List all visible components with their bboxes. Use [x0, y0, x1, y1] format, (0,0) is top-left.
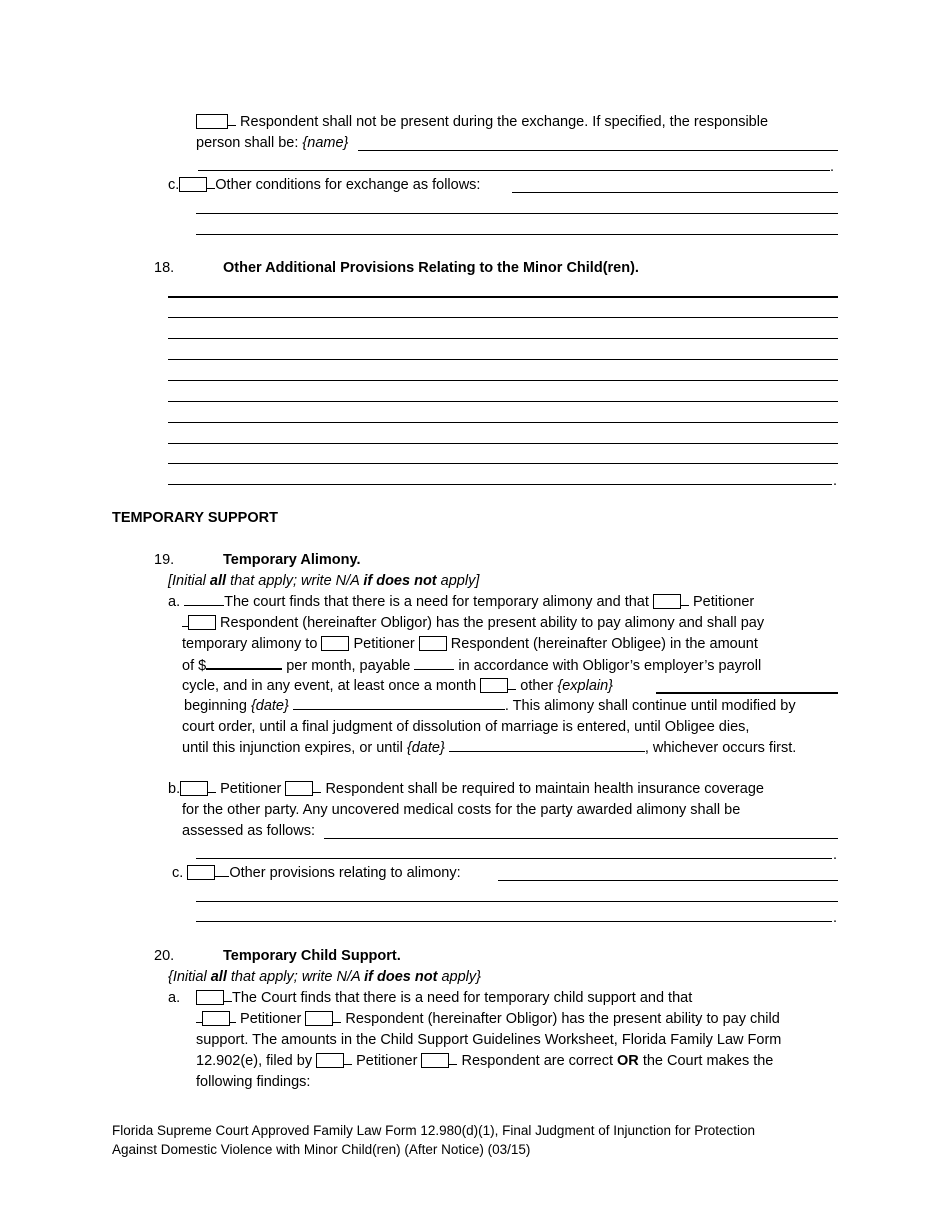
period: .	[833, 473, 838, 489]
provisions-line-8[interactable]	[168, 443, 838, 444]
provisions-line-10[interactable]	[168, 484, 832, 485]
footer-line-2: Against Domestic Violence with Minor Child(ren) (After Notice) (03/15)	[112, 1142, 531, 1157]
alimony-a-line-5: cycle, and in any event, at least once a month other {explain}	[182, 678, 614, 694]
initial-box-filed-respondent[interactable]	[421, 1053, 449, 1068]
period: .	[833, 910, 838, 926]
support-a-line-3: support. The amounts in the Child Support Guidelines Worksheet, Florida Family Law Form	[196, 1032, 782, 1048]
other-alimony-blank-2[interactable]	[196, 901, 838, 902]
section-18-title: Other Additional Provisions Relating to the Minor Child(ren).	[223, 260, 639, 276]
initial-box-respondent-obligor[interactable]	[188, 615, 216, 630]
provisions-line-7[interactable]	[168, 422, 838, 423]
other-conditions-blank[interactable]	[512, 192, 838, 193]
medical-costs-blank[interactable]	[324, 838, 838, 839]
provisions-line-4[interactable]	[168, 359, 838, 360]
alimony-a-line-1: a. The court finds that there is a need for temporary alimony and that Petitioner	[168, 594, 755, 610]
alimony-a-line-4: of $ per month, payable in accordance with Obligor’s employer’s payroll	[182, 658, 762, 674]
beginning-date-blank[interactable]	[293, 697, 505, 710]
support-a-line-4: 12.902(e), filed by Petitioner Respondent are correct OR the Court makes the	[196, 1053, 774, 1069]
other-conditions-line: c. Other conditions for exchange as follows:	[168, 177, 481, 193]
provisions-line-5[interactable]	[168, 380, 838, 381]
respondent-not-present-line: Respondent shall not be present during the exchange. If specified, the responsible	[196, 113, 768, 131]
provisions-line-3[interactable]	[168, 338, 838, 339]
temporary-support-heading: TEMPORARY SUPPORT	[112, 510, 278, 526]
initial-box-filed-petitioner[interactable]	[316, 1053, 344, 1068]
initial-blank-alimony-need[interactable]	[184, 593, 224, 606]
section-18-number: 18.	[154, 260, 175, 276]
initial-box-support-respondent[interactable]	[305, 1011, 333, 1026]
support-a-label: a.	[168, 990, 181, 1006]
initial-box-other-alimony[interactable]	[187, 865, 215, 880]
provisions-line-2[interactable]	[168, 317, 838, 318]
other-alimony-blank[interactable]	[498, 880, 838, 881]
period: .	[833, 847, 838, 863]
support-a-line-1: The Court finds that there is a need for temporary child support and that	[196, 989, 692, 1007]
medical-costs-blank-2[interactable]	[196, 858, 832, 859]
explain-blank[interactable]	[656, 692, 838, 694]
section-20-number: 20.	[154, 948, 175, 964]
payable-blank[interactable]	[414, 657, 454, 670]
support-a-line-2: Petitioner Respondent (hereinafter Obligor) has the present ability to pay child	[196, 1010, 780, 1028]
name-blank[interactable]	[358, 150, 838, 151]
alimony-b-line-1: b. Petitioner Respondent shall be required to maintain health insurance coverage	[168, 781, 764, 797]
initial-box-respondent-obligee[interactable]	[419, 636, 447, 651]
other-conditions-blank-3[interactable]	[196, 234, 838, 235]
section-20-instructions: {Initial all that apply; write N/A if does not apply}	[168, 969, 481, 985]
provisions-line-6[interactable]	[168, 401, 838, 402]
alimony-b-line-2: for the other party. Any uncovered medical costs for the party awarded alimony shall be	[182, 802, 741, 818]
alimony-a-line-3: temporary alimony to Petitioner Respondent (hereinafter Obligee) in the amount	[182, 636, 758, 652]
expiry-date-blank[interactable]	[449, 739, 645, 752]
initial-box-other-conditions[interactable]	[179, 177, 207, 192]
section-19-number: 19.	[154, 552, 175, 568]
initial-box-other-schedule[interactable]	[480, 678, 508, 693]
initial-box-b-respondent[interactable]	[285, 781, 313, 796]
alimony-a-line-7: court order, until a final judgment of dissolution of marriage is entered, until Obligee dies,	[182, 719, 750, 735]
initial-box-support-petitioner[interactable]	[202, 1011, 230, 1026]
initial-box-petitioner-obligor[interactable]	[653, 594, 681, 609]
alimony-a-line-6: beginning {date} . This alimony shall continue until modified by	[184, 698, 796, 714]
section-20-title: Temporary Child Support.	[223, 948, 401, 964]
section-19-instructions: [Initial all that apply; write N/A if does not apply]	[168, 573, 480, 589]
section-19-title: Temporary Alimony.	[223, 552, 361, 568]
provisions-line-9[interactable]	[168, 463, 838, 464]
other-conditions-blank-2[interactable]	[196, 213, 838, 214]
footer-line-1: Florida Supreme Court Approved Family Law Form 12.980(d)(1), Final Judgment of Injunction for Protection	[112, 1123, 756, 1138]
alimony-c-line: c. Other provisions relating to alimony:	[172, 865, 461, 881]
other-alimony-blank-3[interactable]	[196, 921, 832, 922]
alimony-a-line-2: Respondent (hereinafter Obligor) has the present ability to pay alimony and shall pay	[182, 614, 764, 632]
initial-box-respondent-absent[interactable]	[196, 114, 228, 129]
name-blank-2[interactable]	[198, 170, 830, 171]
period: .	[830, 159, 835, 175]
responsible-person-line: person shall be: {name}	[196, 135, 349, 151]
initial-box-b-petitioner[interactable]	[180, 781, 208, 796]
provisions-line-1[interactable]	[168, 296, 838, 298]
initial-box-support-need[interactable]	[196, 990, 224, 1005]
amount-blank[interactable]	[206, 656, 282, 670]
support-a-line-5: following findings:	[196, 1074, 311, 1090]
alimony-b-line-3: assessed as follows:	[182, 823, 315, 839]
initial-box-petitioner-obligee[interactable]	[321, 636, 349, 651]
alimony-a-line-8: until this injunction expires, or until {date} , whichever occurs first.	[182, 740, 797, 756]
